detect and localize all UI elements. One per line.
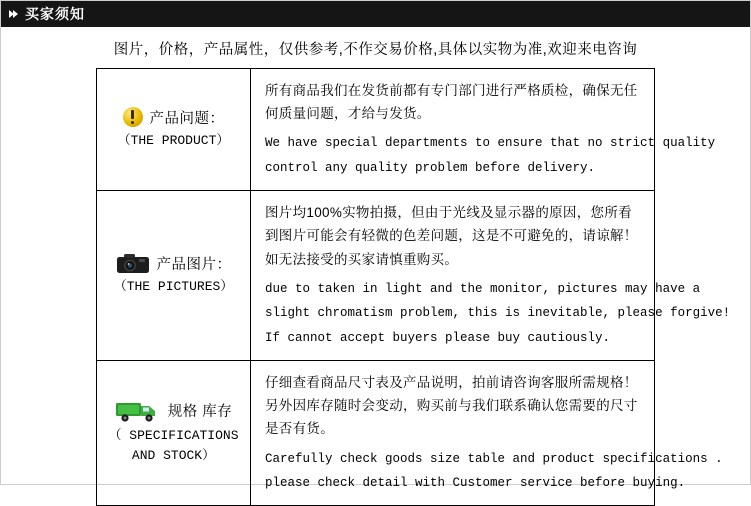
row-body-cn: 图片均100%实物拍摄，但由于光线及显示器的原因，您所看到图片可能会有轻微的色差问题，这是不可避免的，请谅解！如无法接受的买家请慎重购买。 xyxy=(265,205,638,267)
row-label-pictures xyxy=(97,191,251,361)
buyer-notice-table xyxy=(96,68,731,506)
row-body-en-line: due to taken in light and the monitor, pictures may have a xyxy=(265,281,701,296)
row-label-en-line: （ SPECIFICATIONS xyxy=(108,427,239,443)
row-label-cn: 规格 库存 xyxy=(167,404,233,421)
row-body-en xyxy=(265,447,723,496)
camera-icon xyxy=(116,252,150,274)
row-body-en xyxy=(265,277,731,350)
row-body-en xyxy=(265,131,716,180)
row-body-en-line: Carefully check goods size table and product specifications . xyxy=(265,451,723,466)
row-body-cn: 仔细查看商品尺寸表及产品说明，拍前请咨询客服所需规格！另外因库存随时会变动，购买前与我们联系确认您需要的尺寸是否有货。 xyxy=(265,374,638,437)
row-label-cn: 产品问题： xyxy=(149,110,225,127)
row-label-en: （THE PRODUCT） xyxy=(117,132,230,148)
row-label-specifications xyxy=(97,360,251,505)
row-body-pictures xyxy=(251,191,731,361)
warning-exclamation-icon xyxy=(123,107,143,127)
table-row xyxy=(97,69,655,191)
double-arrow-icon xyxy=(7,7,21,21)
page-title: 买家须知 xyxy=(25,6,85,22)
row-body-cn: 所有商品我们在发货前都有专门部门进行严格质检，确保无任何质量问题，才给与发货。 xyxy=(265,83,638,122)
table-row xyxy=(97,191,655,361)
label-icon-row xyxy=(101,399,246,423)
row-label-en: （THE PICTURES） xyxy=(113,279,234,294)
row-body-en-line: please check detail with Customer service before buying. xyxy=(265,476,686,490)
table-row xyxy=(97,360,655,505)
row-body-en-line: If cannot accept buyers please buy cautiously. xyxy=(265,330,611,345)
row-body-specifications xyxy=(251,360,723,505)
row-label-product xyxy=(97,69,251,191)
label-icon-row xyxy=(101,252,246,274)
label-icon-row xyxy=(101,107,246,128)
row-label-en-line: AND STOCK） xyxy=(131,447,216,463)
row-body-en-line: slight chromatism problem, this is inevitable, please forgive! xyxy=(265,306,731,321)
row-body-product xyxy=(251,69,716,191)
header-bar xyxy=(1,1,750,27)
row-label-en xyxy=(101,426,246,466)
row-body-en-line: control any quality problem before delivery. xyxy=(265,160,596,175)
row-label-cn: 产品图片： xyxy=(156,256,232,273)
intro-text: 图片，价格，产品属性，仅供参考,不作交易价格,具体以实物为准,欢迎来电咨询 xyxy=(113,42,638,58)
truck-icon xyxy=(115,399,161,423)
row-body-en-line: We have special departments to ensure that no strict quality xyxy=(265,136,716,151)
